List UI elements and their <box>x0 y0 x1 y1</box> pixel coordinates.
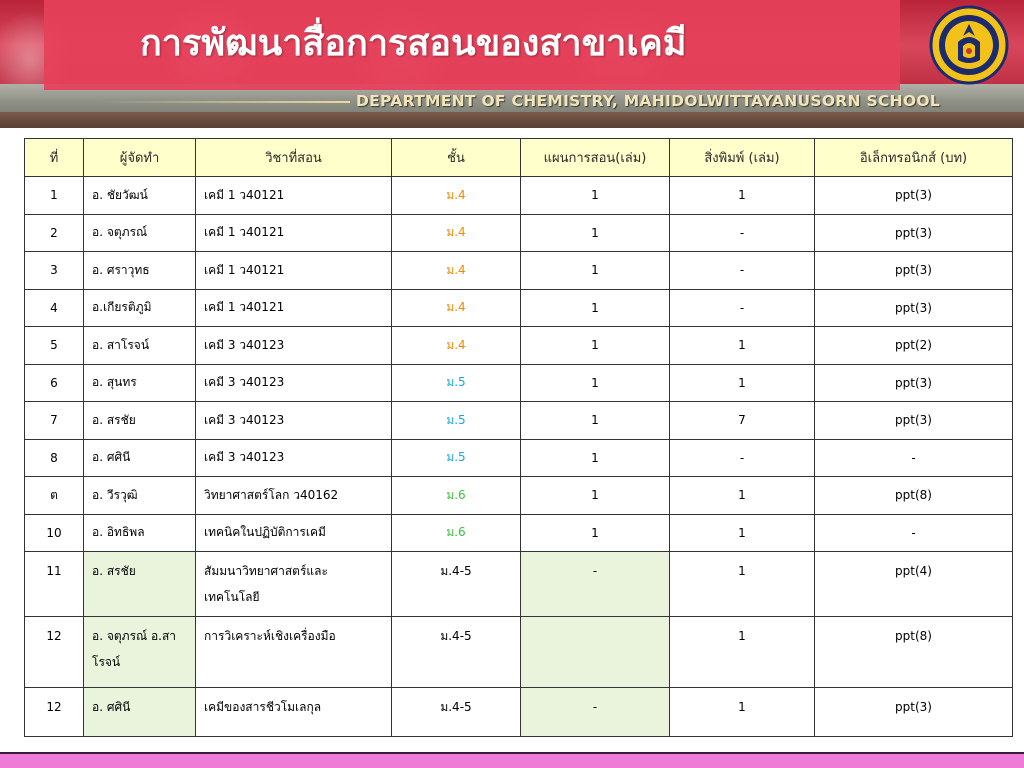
table-row <box>25 688 1013 737</box>
grade-cell: ม.6 <box>392 477 521 515</box>
author-cell: อ. อิทธิพล <box>84 514 196 552</box>
printed-count-cell: 1 <box>670 177 815 215</box>
lesson-plan-cell <box>521 617 670 688</box>
grade-cell: ม.4-5 <box>392 617 521 688</box>
author-cell: อ. วีรวุฒิ <box>84 477 196 515</box>
row-number: ต <box>25 477 84 515</box>
electronic-cell: ppt(3) <box>815 252 1013 290</box>
table-row <box>25 289 1013 327</box>
table-row <box>25 364 1013 402</box>
printed-count-cell: 1 <box>670 327 815 365</box>
page-title: การพัฒนาสื่อการสอนของสาขาเคมี <box>140 23 687 64</box>
grade-cell: ม.4-5 <box>392 688 521 737</box>
author-cell: อ. จตุภรณ์ อ.สาโรจน์ <box>84 617 196 688</box>
row-number: 10 <box>25 514 84 552</box>
row-number: 11 <box>25 552 84 617</box>
grade-cell: ม.4 <box>392 252 521 290</box>
author-cell: อ. จตุภรณ์ <box>84 214 196 252</box>
lesson-plan-cell: 1 <box>521 327 670 365</box>
grade-cell: ม.4 <box>392 289 521 327</box>
column-header-author: ผู้จัดทำ <box>84 139 196 177</box>
electronic-cell: ppt(3) <box>815 402 1013 440</box>
electronic-cell: ppt(3) <box>815 688 1013 737</box>
table-row <box>25 477 1013 515</box>
author-cell: อ. ศราวุทธ <box>84 252 196 290</box>
header-banner <box>0 0 1024 128</box>
printed-count-cell: 7 <box>670 402 815 440</box>
subject-cell: เคมี 1 ว40121 <box>196 177 392 215</box>
lesson-plan-cell: 1 <box>521 177 670 215</box>
subject-cell: เคมีของสารชีวโมเลกุล <box>196 688 392 737</box>
lesson-plan-cell: 1 <box>521 439 670 477</box>
author-cell: อ. สาโรจน์ <box>84 327 196 365</box>
school-seal-logo <box>928 2 1010 88</box>
banner-bottom-strip <box>0 112 1024 128</box>
grade-cell: ม.5 <box>392 364 521 402</box>
subject-cell: เคมี 1 ว40121 <box>196 214 392 252</box>
subject-cell: เทคนิคในปฏิบัติการเคมี <box>196 514 392 552</box>
electronic-cell: ppt(3) <box>815 364 1013 402</box>
grade-cell: ม.5 <box>392 439 521 477</box>
printed-count-cell: - <box>670 439 815 477</box>
lesson-plan-cell: - <box>521 688 670 737</box>
grade-cell: ม.4 <box>392 327 521 365</box>
subject-cell: การวิเคราะห์เชิงเครื่องมือ <box>196 617 392 688</box>
author-cell: อ. ศศินี <box>84 439 196 477</box>
column-header-number: ที่ <box>25 139 84 177</box>
table-row <box>25 177 1013 215</box>
electronic-cell: ppt(4) <box>815 552 1013 617</box>
course-media-table <box>24 138 1013 737</box>
subject-cell: วิทยาศาสตร์โลก ว40162 <box>196 477 392 515</box>
author-cell: อ. ชัยวัฒน์ <box>84 177 196 215</box>
row-number: 1 <box>25 177 84 215</box>
table-row <box>25 214 1013 252</box>
grade-cell: ม.5 <box>392 402 521 440</box>
department-subtitle: DEPARTMENT OF CHEMISTRY, MAHIDOLWITTAYANUSORN SCHOOL <box>356 92 941 110</box>
electronic-cell: - <box>815 514 1013 552</box>
lesson-plan-cell: - <box>521 552 670 617</box>
printed-count-cell: 1 <box>670 514 815 552</box>
row-number: 6 <box>25 364 84 402</box>
lesson-plan-cell: 1 <box>521 214 670 252</box>
lesson-plan-cell: 1 <box>521 402 670 440</box>
grade-cell: ม.4-5 <box>392 552 521 617</box>
printed-count-cell: - <box>670 214 815 252</box>
table-row <box>25 439 1013 477</box>
column-header-grade: ชั้น <box>392 139 521 177</box>
column-header-lesson-plans: แผนการสอน(เล่ม) <box>521 139 670 177</box>
column-header-subject: วิชาที่สอน <box>196 139 392 177</box>
printed-count-cell: 1 <box>670 552 815 617</box>
grade-cell: ม.4 <box>392 214 521 252</box>
table-row <box>25 514 1013 552</box>
lesson-plan-cell: 1 <box>521 514 670 552</box>
table-row <box>25 402 1013 440</box>
row-number: 2 <box>25 214 84 252</box>
author-cell: อ. สรชัย <box>84 402 196 440</box>
printed-count-cell: 1 <box>670 477 815 515</box>
subject-cell: เคมี 3 ว40123 <box>196 327 392 365</box>
column-header-printed: สิ่งพิมพ์ (เล่ม) <box>670 139 815 177</box>
decorative-line <box>100 101 350 103</box>
footer-band <box>0 752 1024 768</box>
row-number: 5 <box>25 327 84 365</box>
subject-cell: เคมี 1 ว40121 <box>196 252 392 290</box>
grade-cell: ม.4 <box>392 177 521 215</box>
author-cell: อ.เกียรติภูมิ <box>84 289 196 327</box>
table-row <box>25 327 1013 365</box>
printed-count-cell: - <box>670 289 815 327</box>
table-header-row <box>25 139 1013 177</box>
row-number: 7 <box>25 402 84 440</box>
electronic-cell: ppt(2) <box>815 327 1013 365</box>
printed-count-cell: - <box>670 252 815 290</box>
table-row <box>25 617 1013 688</box>
electronic-cell: ppt(3) <box>815 177 1013 215</box>
author-cell: อ. สรชัย <box>84 552 196 617</box>
subject-cell: เคมี 3 ว40123 <box>196 439 392 477</box>
lesson-plan-cell: 1 <box>521 477 670 515</box>
row-number: 12 <box>25 688 84 737</box>
lesson-plan-cell: 1 <box>521 289 670 327</box>
printed-count-cell: 1 <box>670 617 815 688</box>
printed-count-cell: 1 <box>670 364 815 402</box>
row-number: 3 <box>25 252 84 290</box>
table-row <box>25 252 1013 290</box>
electronic-cell: ppt(8) <box>815 617 1013 688</box>
row-number: 12 <box>25 617 84 688</box>
electronic-cell: ppt(8) <box>815 477 1013 515</box>
electronic-cell: ppt(3) <box>815 214 1013 252</box>
subject-cell: เคมี 3 ว40123 <box>196 402 392 440</box>
lesson-plan-cell: 1 <box>521 364 670 402</box>
electronic-cell: - <box>815 439 1013 477</box>
row-number: 8 <box>25 439 84 477</box>
subject-cell: เคมี 1 ว40121 <box>196 289 392 327</box>
author-cell: อ. สุนทร <box>84 364 196 402</box>
table-row <box>25 552 1013 617</box>
grade-cell: ม.6 <box>392 514 521 552</box>
author-cell: อ. ศศินี <box>84 688 196 737</box>
subject-cell: เคมี 3 ว40123 <box>196 364 392 402</box>
row-number: 4 <box>25 289 84 327</box>
column-header-electronic: อิเล็กทรอนิกส์ (บท) <box>815 139 1013 177</box>
lesson-plan-cell: 1 <box>521 252 670 290</box>
electronic-cell: ppt(3) <box>815 289 1013 327</box>
printed-count-cell: 1 <box>670 688 815 737</box>
subject-cell: สัมมนาวิทยาศาสตร์และเทคโนโลยี <box>196 552 392 617</box>
